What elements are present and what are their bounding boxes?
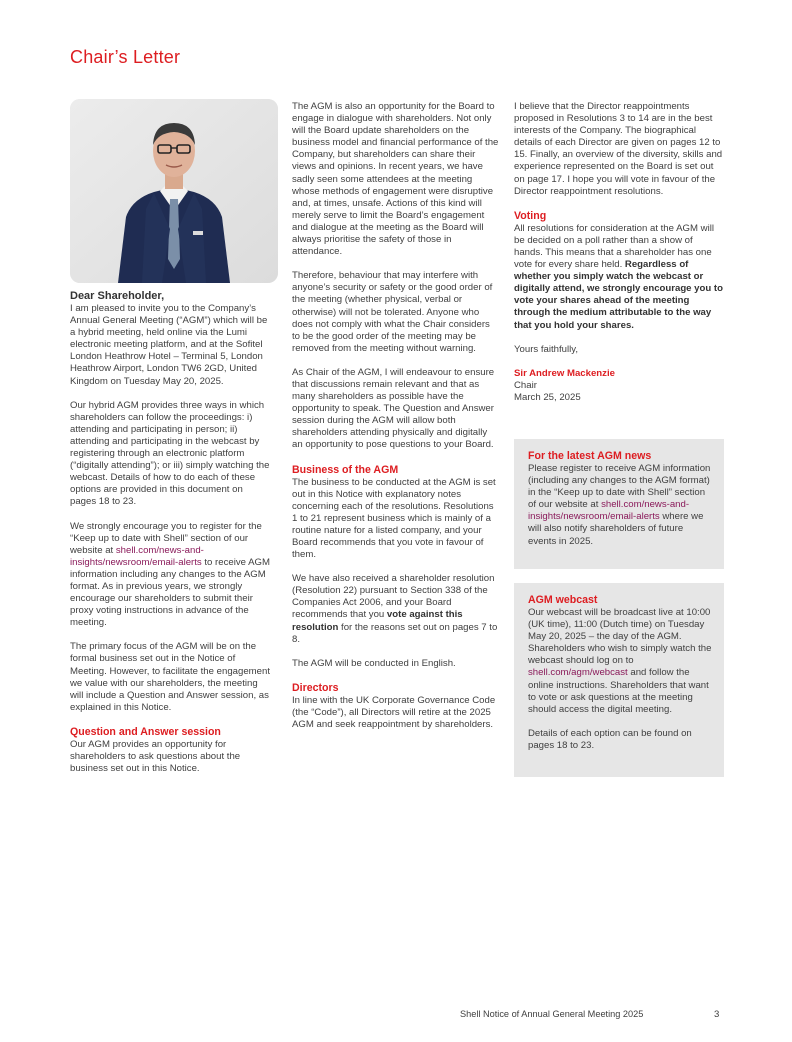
signature-block [514, 368, 724, 404]
qa-paragraph: Our AGM provides an opportunity for shareholders to ask questions about the business set out in this Notice. [70, 738, 241, 775]
agm-webcast-options: Details of each option can be found on pages 18 to 23. [528, 727, 692, 751]
signature-date: March 25, 2025 [514, 391, 581, 403]
shareholder-resolution-paragraph: We have also received a shareholder resolution (Resolution 22) pursuant to Section 338 of the Companies Act 2006, and your Board recommends that you vote against this resolution for the reasons set out on pages 7 to 8. [292, 573, 498, 645]
agm-webcast-heading: AGM webcast [528, 594, 598, 606]
agm-webcast-text: Our webcast will be broadcast live at 10:00 (UK time), 11:00 (Dutch time) on Tuesday May 20, 2025 – the day of the AGM. Shareholders who wish to simply watch the webcast should log on to shell.com/agm/webcast and follow the online instructions. Shareholders that want to vote or ask questions at the meeting should access the digital meeting. [528, 607, 712, 715]
column-3 [514, 101, 724, 404]
register-paragraph: We strongly encourage you to register for the “Keep up to date with Shell” section of our website at shell.com/news-and-insights/newsroom/email-alerts to receive AGM information including any changes to the AGM format. As in previous years, we strongly encourage our shareholders to submit their proxy voting instructions in advance of the meeting. [70, 520, 270, 629]
voting-paragraph: All resolutions for consideration at the AGM will be decided on a poll rather than a show of hands. This means that a shareholder has one vote for every share held. Regardless of whether you simply watch the webcast or digitally attend, we strongly encourage you to vote your shares ahead of the meeting through the medium attributable to the way that you hold your shares. [514, 222, 723, 331]
business-paragraph: The business to be conducted at the AGM is set out in this Notice with explanatory notes concerning each of the resolutions. Resolutions 1 to 21 represent business which is mainly of a routine nature for a listed company, and your Board recommends that you vote in favour of them. [292, 476, 496, 561]
footer-text: Shell Notice of Annual General Meeting 2025 [460, 1009, 644, 1019]
signatory-role: Chair [514, 379, 537, 391]
dialogue-paragraph: The AGM is also an opportunity for the Board to engage in dialogue with shareholders. Not only will the Board update shareholders on the business model and financial performance of the Company, but shareholders can share their views and opinions. In recent years, we have sadly seen some attendees at the meeting whose methods of engagement were disruptive and, at times, unsafe. Actions of this kind will merely serve to limit the Board’s engagement and dialogue at the meeting as the Board will always prioritise the safety of those in attendance. [292, 101, 499, 258]
email-alerts-link[interactable]: shell.com/news-and-insights/newsroom/email-alerts [70, 544, 204, 568]
email-alerts-link-box[interactable]: shell.com/news-and-insights/newsroom/email-alerts [528, 499, 690, 523]
webcast-link[interactable]: shell.com/agm/webcast [528, 667, 628, 679]
greeting: Dear Shareholder, [70, 290, 165, 302]
intro-paragraph: I am pleased to invite you to the Company’s Annual General Meeting (“AGM”) which will be a hybrid meeting, held online via the Lumi electronic meeting platform, and at the Sofitel London Heathrow Hotel – Terminal 5, London Heathrow Airport, London TW6 2GD, United Kingdom on Tuesday May 20, 2025. [70, 303, 268, 387]
closing: Yours faithfully, [514, 343, 578, 355]
voting-heading: Voting [514, 209, 547, 222]
chair-portrait-photo [70, 99, 278, 283]
page-number: 3 [714, 1009, 720, 1020]
vote-against-emphasis: vote against this resolution [292, 609, 463, 633]
behaviour-paragraph: Therefore, behaviour that may interfere with anyone’s security or safety or the good order of the meeting (whether physical, verbal or otherwise) will not be tolerated. Anyone who does not comply with what the Chair considers to be the good order of the meeting may be removed from the meeting without warning. [292, 270, 493, 354]
page-title: Chair’s Letter [70, 47, 181, 67]
voting-emphasis: Regardless of whether you simply watch the webcast or digitally attend, we strongly encourage you to vote your shares ahead of the meeting through the medium attributable to the way that you hold your shares. [514, 259, 723, 331]
qa-heading: Question and Answer session [70, 725, 221, 738]
agm-news-heading: For the latest AGM news [528, 450, 652, 462]
primary-focus-paragraph: The primary focus of the AGM will be on the formal business set out in the Notice of Meeting. However, to facilitate the engagement we value with our shareholders, the meeting will include a Question and Answer session, as explained in this Notice. [70, 641, 270, 713]
column-2 [292, 101, 500, 743]
hybrid-agm-paragraph: Our hybrid AGM provides three ways in which shareholders can follow the proceedings: i) attending and participating in person; ii) attending and participating in the webcast by registering through an electronic platform (“digitally attending”); or iii) simply watching the webcast. Details of how to do each of these options are provided in this document on pages 18 to 23. [70, 399, 270, 508]
agm-news-box [514, 439, 724, 569]
directors-heading: Directors [292, 681, 339, 694]
agm-webcast-box [514, 583, 724, 777]
chair-paragraph: As Chair of the AGM, I will endeavour to ensure that discussions remain relevant and that as many shareholders as possible have the opportunity to speak. The Question and Answer session during the AGM will allow both shareholders attending physically and digitally an opportunity to pose questions to your Board. [292, 366, 495, 451]
portrait-image [70, 99, 278, 283]
column-1 [70, 290, 270, 787]
directors-paragraph: In line with the UK Corporate Governance Code (the “Code”), all Directors will retire at the 2025 AGM and seek reappointment by shareholders. [292, 694, 496, 731]
language-paragraph: The AGM will be conducted in English. [292, 657, 456, 669]
business-heading: Business of the AGM [292, 463, 399, 476]
agm-news-text: Please register to receive AGM information (including any changes to the AGM format) in the “Keep up to date with Shell” section of our website at shell.com/news-and-insights/newsroom/email-alerts where we will also notify shareholders of future events in 2025. [528, 463, 711, 547]
reappointment-paragraph: I believe that the Director reappointments proposed in Resolutions 3 to 14 are in the best interests of the Company. The biographical details of each Director are given on pages 12 to 15. Finally, an overview of the diversity, skills and experience represented on the Board is set out on page 17. I hope you will vote in favour of the Director reappointment resolutions. [514, 101, 723, 197]
signatory-name: Sir Andrew Mackenzie [514, 367, 615, 379]
